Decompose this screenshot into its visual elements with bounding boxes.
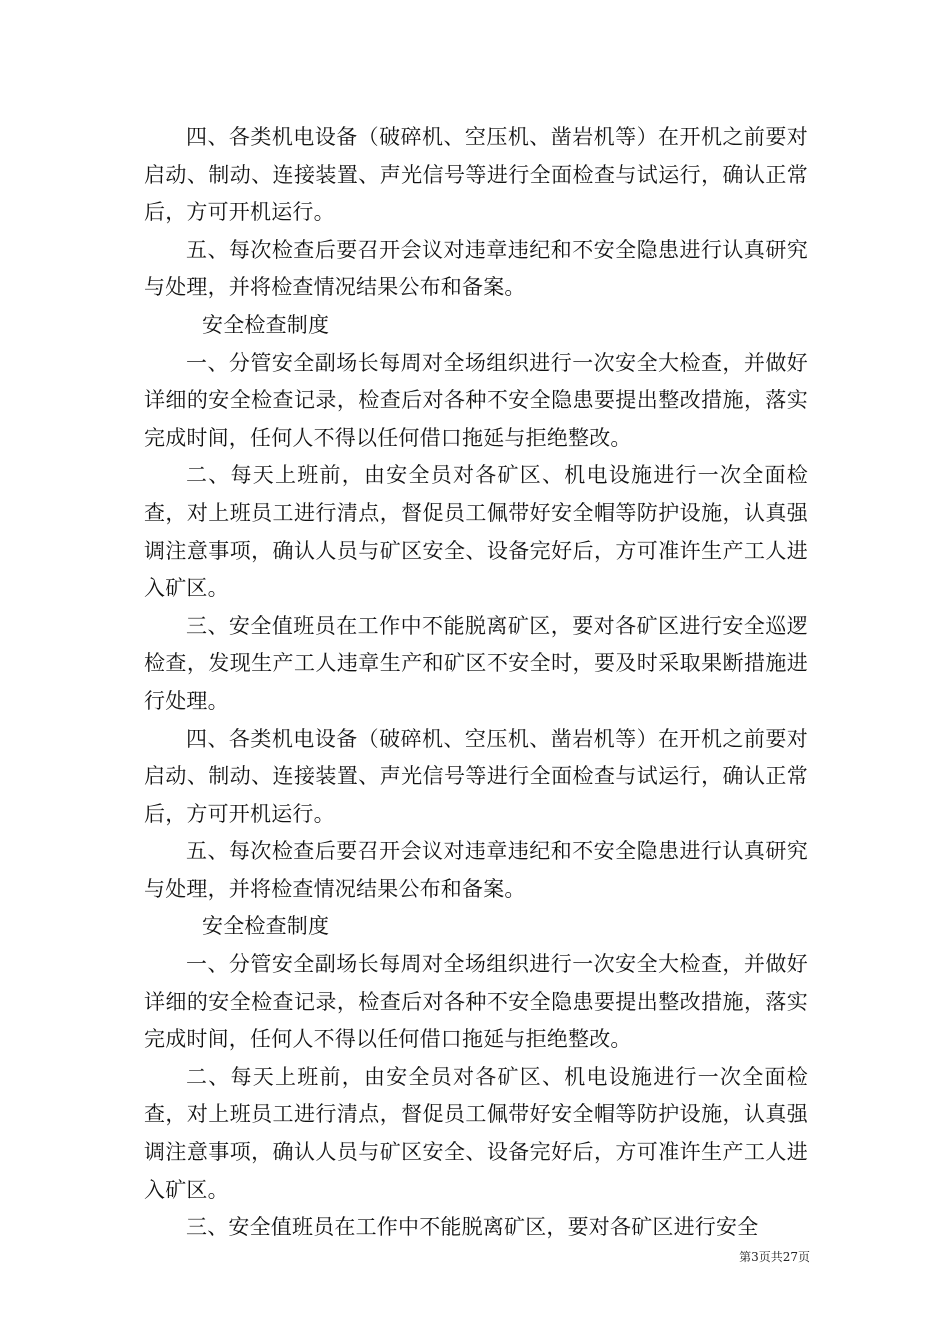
paragraph-3: 一、分管安全副场长每周对全场组织进行一次安全大检查，并做好详细的安全检查记录，检查后对各种不安全隐患要提出整改措施，落实完成时间，任何人不得以任何借口拖延与拒绝整改。 xyxy=(144,350,808,450)
paragraph-10: 三、安全值班员在工作中不能脱离矿区，要对各矿区进行安全 xyxy=(186,1215,759,1240)
paragraph-5: 三、安全值班员在工作中不能脱离矿区，要对各矿区进行安全巡逻检查，发现生产工人违章生产和矿区不安全时，要及时采取果断措施进行处理。 xyxy=(144,613,808,713)
paragraph-4: 二、每天上班前，由安全员对各矿区、机电设施进行一次全面检查，对上班员工进行清点，督促员工佩带好安全帽等防护设施，认真强调注意事项，确认人员与矿区安全、设备完好后，方可准许生产工人进入矿区。 xyxy=(144,463,808,601)
paragraph-8: 一、分管安全副场长每周对全场组织进行一次安全大检查，并做好详细的安全检查记录，检查后对各种不安全隐患要提出整改措施，落实完成时间，任何人不得以任何借口拖延与拒绝整改。 xyxy=(144,952,808,1052)
section-heading-1: 安全检查制度 xyxy=(202,312,330,337)
page-number: 第3页共27页 xyxy=(739,1250,810,1264)
section-heading-2: 安全检查制度 xyxy=(202,914,330,939)
document-body xyxy=(144,119,808,1247)
paragraph-7: 五、每次检查后要召开会议对违章违纪和不安全隐患进行认真研究与处理，并将检查情况结果公布和备案。 xyxy=(144,839,808,901)
paragraph-9: 二、每天上班前，由安全员对各矿区、机电设施进行一次全面检查，对上班员工进行清点，督促员工佩带好安全帽等防护设施，认真强调注意事项，确认人员与矿区安全、设备完好后，方可准许生产工人进入矿区。 xyxy=(144,1064,808,1202)
paragraph-1: 四、各类机电设备（破碎机、空压机、凿岩机等）在开机之前要对启动、制动、连接装置、声光信号等进行全面检查与试运行，确认正常后，方可开机运行。 xyxy=(144,125,808,225)
paragraph-2: 五、每次检查后要召开会议对违章违纪和不安全隐患进行认真研究与处理，并将检查情况结果公布和备案。 xyxy=(144,237,808,300)
paragraph-6: 四、各类机电设备（破碎机、空压机、凿岩机等）在开机之前要对启动、制动、连接装置、声光信号等进行全面检查与试运行，确认正常后，方可开机运行。 xyxy=(144,726,808,826)
